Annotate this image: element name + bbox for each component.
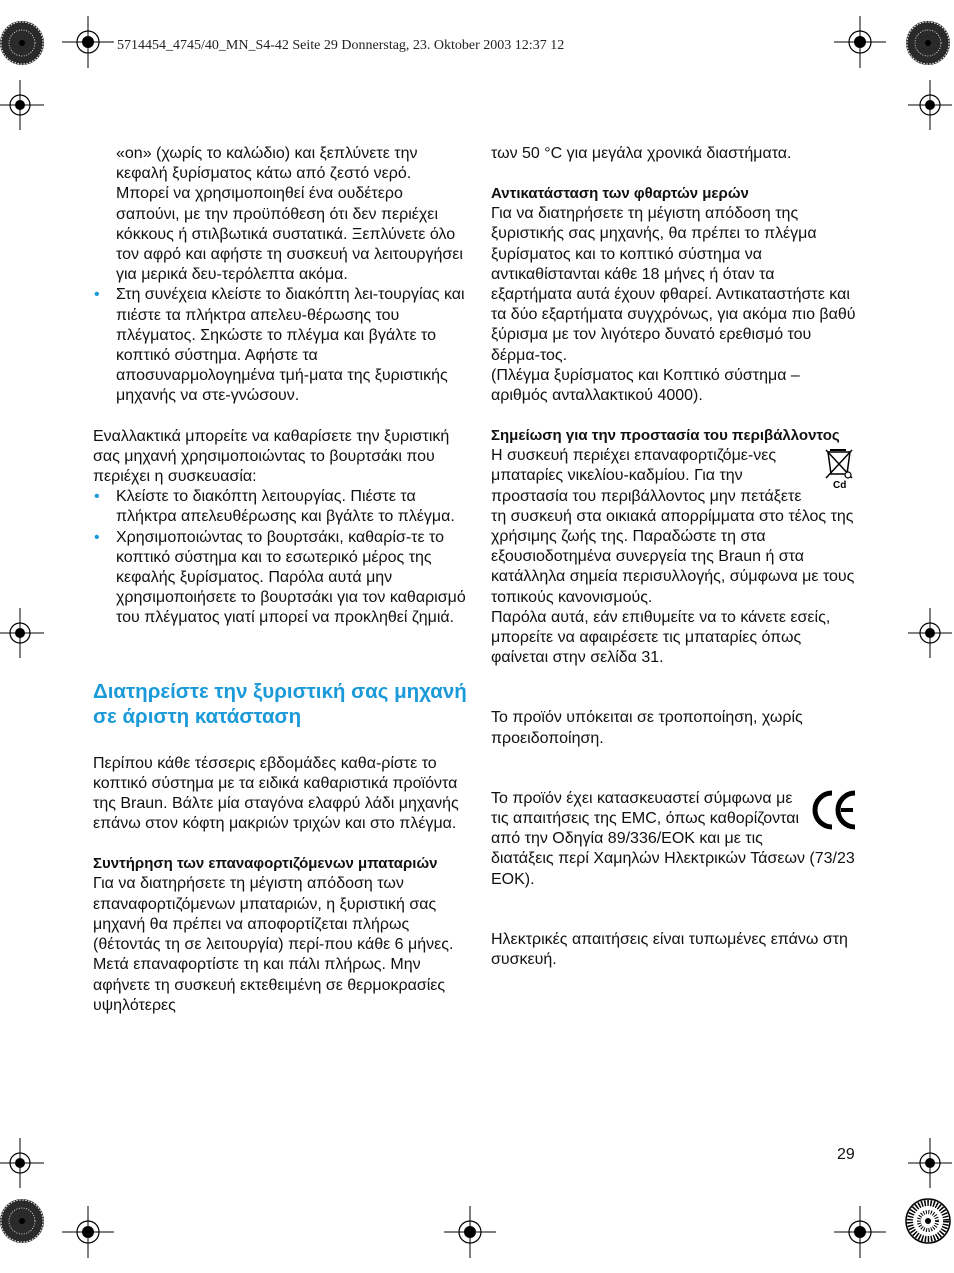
parts-heading: Αντικατάσταση των φθαρτών μερών xyxy=(491,185,749,203)
registration-mark-icon xyxy=(0,80,44,130)
electrical-note: Ηλεκτρικές απαιτήσεις είναι τυπωμένες επάνω στη συσκευή. xyxy=(491,930,848,969)
color-wheel-icon xyxy=(0,18,48,68)
battery-heading: Συντήρηση των επαναφορτιζόμενων μπαταριών xyxy=(93,855,438,873)
registration-mark-icon xyxy=(834,1206,886,1258)
color-wheel-icon xyxy=(0,1196,48,1246)
list-item: • Κλείστε το διακόπτη λειτουργίας. Πιέστε τα πλήκτρα απελευθέρωσης και βγάλτε το πλέγμα. xyxy=(93,487,468,527)
bin-icon-label: Cd xyxy=(833,480,847,492)
parts-paragraph: Για να διατηρήσετε τη μέγιστη απόδοση της ξυριστικής σας μηχανής, θα πρέπει το πλέγμα ξυρίσματος και το κοπτικό σύστημα να αντικαθίστανται κάθε 18 μήνες ή όταν τα εξαρτήματα αυτά έχουν φθαρεί. Αντικαταστήστε και τα δύο εξαρτήματα συγχρόνως, για ακόμα πιο βαθύ ξύρισμα με τον λιγότερο δυνατό ερεθισμό του δέρμα-τος. xyxy=(491,205,856,364)
color-wheel-icon xyxy=(902,18,952,68)
alternative-cleaning-paragraph: Εναλλακτικά μπορείτε να καθαρίσετε την ξυριστική σας μηχανή χρησιμοποιώντας το βουρτσάκι που περιέχει η συσκευασία: xyxy=(93,427,450,486)
print-header: 5714454_4745/40_MN_S4-42 Seite 29 Donnerstag, 23. Oktober 2003 12:37 12 xyxy=(117,38,565,53)
registration-mark-icon xyxy=(834,16,886,68)
ce-mark-icon xyxy=(811,789,859,831)
registration-mark-icon xyxy=(62,16,114,68)
list-item: • Χρησιμοποιώντας το βουρτσάκι, καθαρίσ-τε το κοπτικό σύστημα και το εσωτερικό μέρος της κεφαλής ξυρίσματος. Παρόλα αυτά μην χρησιμοποιήσετε το βουρτσάκι για τον καθαρισμό του πλέγματος γιατί μπορεί να προκληθεί ζημιά. xyxy=(93,528,468,629)
left-column xyxy=(93,144,468,1016)
maintenance-paragraph: Περίπου κάθε τέσσερις εβδομάδες καθα-ρίστε το κοπτικό σύστημα με τα ειδικά καθαριστικά προϊόντα της Braun. Βάλτε μία σταγόνα ελαφρύ λάδι μηχανής επάνω στον κόφτη μακριών τριχών και στο πλέγμα. xyxy=(93,754,459,833)
environment-paragraph: Η συσκευή περιέχει επαναφορτιζόμε-νες μπαταρίες νικελίου-καδμίου. Για την προστασία του περιβάλλοντος μην πετάξετε τη συσκευή στα οικιακά απορρίμματα στο τέλος της χρήσιμης ζωής της. Παραδώστε τη στα εξουσιοδοτημένα συνεργεία της Braun ή στα κατάλληλα σημεία περισυλλογής, σύμφωνα με τους τοπικούς κανονισμούς. xyxy=(491,447,855,606)
environment-paragraph-2: Παρόλα αυτά, εάν επιθυμείτε να το κάνετε εσείς, μπορείτε να αφαιρέσετε τις μπαταρίες όπως φαίνεται στην σελίδα 31. xyxy=(491,608,831,667)
registration-mark-icon xyxy=(908,1138,952,1188)
color-wheel-icon xyxy=(902,1196,952,1246)
section-heading: Διατηρείστε την ξυριστική σας μηχανή σε άριστη κατάσταση xyxy=(93,679,467,728)
intro-paragraph: «on» (χωρίς το καλώδιο) και ξεπλύνετε την κεφαλή ξυρίσματος κάτω από ζεστό νερό. Μπορεί να χρησιμοποιηθεί ένα ουδέτερο σαπούνι, με την προϋπόθεση ότι δεν περιέχει κόκκους ή στιλβωτικά συστατικά. Ξεπλύνετε όλο τον αφρό και αφήστε τη συσκευή να λειτουργήσει για μερικά δευ-τερόλεπτα ακόμα. xyxy=(116,145,463,284)
page-number: 29 xyxy=(837,1146,855,1163)
bullet-list-disassembly xyxy=(93,285,468,406)
environment-heading: Σημείωση για την προστασία του περιβάλλοντος xyxy=(491,427,840,445)
continuation-paragraph: των 50 °C για μεγάλα χρονικά διαστήματα. xyxy=(491,145,792,162)
parts-note: (Πλέγμα ξυρίσματος και Κοπτικό σύστημα – αριθμός ανταλλακτικού 4000). xyxy=(491,366,800,405)
crossed-bin-icon xyxy=(825,446,855,498)
registration-mark-icon xyxy=(0,608,44,658)
registration-mark-icon xyxy=(908,608,952,658)
bullet-list-brush xyxy=(93,487,468,628)
right-column xyxy=(491,144,859,970)
emc-paragraph: Το προϊόν έχει κατασκευαστεί σύμφωνα με τις απαιτήσεις της EMC, όπως καθορίζονται από την Οδηγία 89/336/ΕΟΚ και με τις διατάξεις περί Χαμηλών Ηλεκτρικών Τάσεων (73/23 ΕΟΚ). xyxy=(491,789,855,888)
modification-notice: Το προϊόν υπόκειται σε τροποποίηση, χωρίς προειδοποίηση. xyxy=(491,709,803,747)
registration-mark-icon xyxy=(444,1206,496,1258)
registration-mark-icon xyxy=(908,80,952,130)
battery-paragraph: Για να διατηρήσετε τη μέγιστη απόδοση των επαναφορτιζόμενων μπαταριών, η ξυριστική σας μηχανή θα πρέπει να αποφορτίζεται πλήρως (θέτοντάς τη σε λειτουργία) περί-που κάθε 6 μήνες. Μετά επαναφορτίστε τη και πάλι πλήρως. Μην αφήνετε τη συσκευή εκτεθειμένη σε θερμοκρασίες υψηλότερες xyxy=(93,875,454,1014)
registration-mark-icon xyxy=(62,1206,114,1258)
list-item: • Στη συνέχεια κλείστε το διακόπτη λει-τουργίας και πιέστε τα πλήκτρα απελευ-θέρωσης του πλέγματος. Σηκώστε το πλέγμα και βγάλτε το κοπτικό σύστημα. Αφήστε τα αποσυναρμολογημένα τμή-ματα της ξυριστικής μηχανής να στε-γνώσουν. xyxy=(93,285,468,406)
registration-mark-icon xyxy=(0,1138,44,1188)
